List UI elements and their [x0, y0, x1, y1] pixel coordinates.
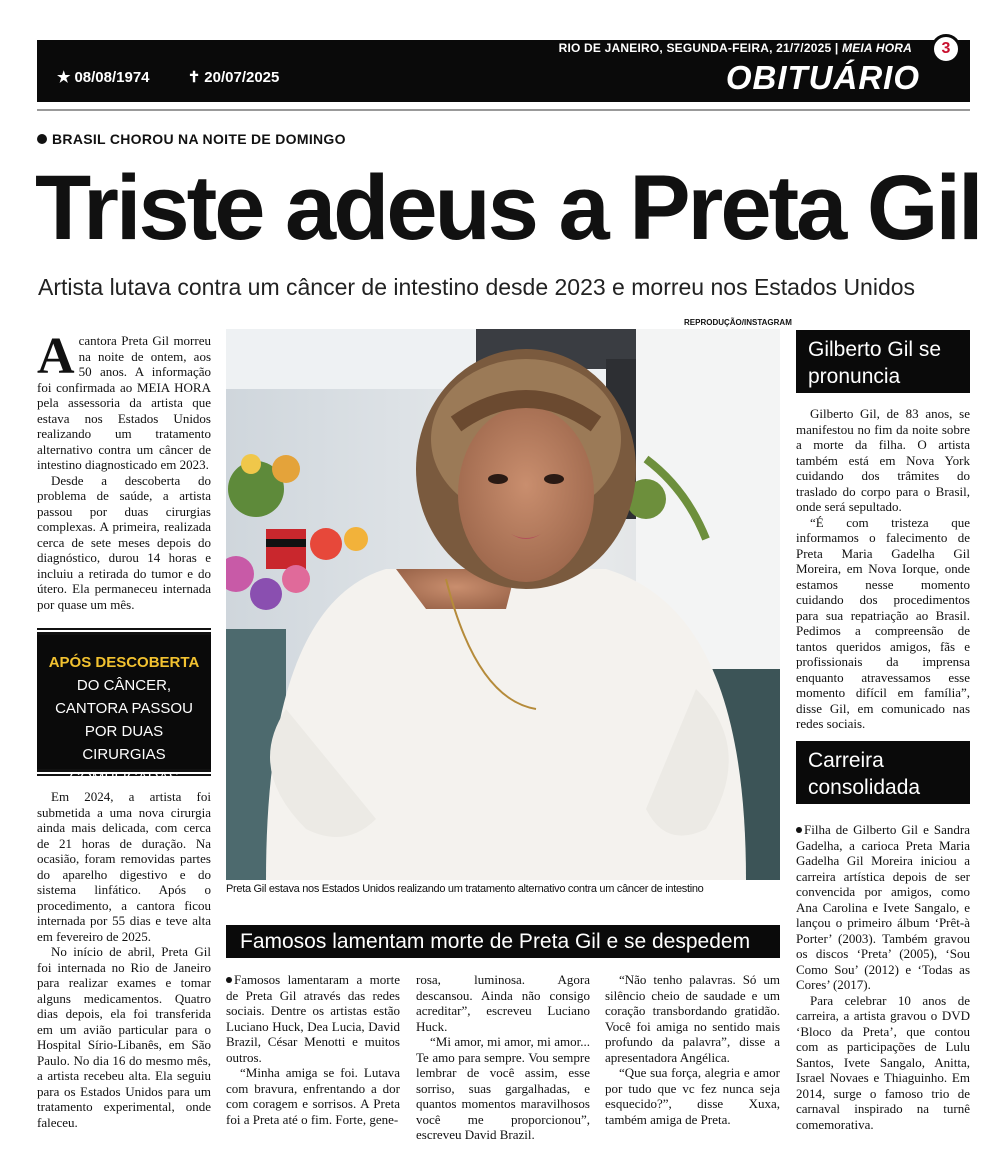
sidebar-title-carreira: Carreira consolidada: [796, 741, 970, 804]
cross-icon: ✝: [187, 69, 201, 86]
bullet-icon: [226, 977, 232, 983]
header-divider: [37, 109, 970, 111]
subheadline: Artista lutava contra um câncer de intestino desde 2023 e morreu nos Estados Unidos: [38, 274, 916, 300]
star-icon: ★: [57, 69, 71, 86]
tributes-column-3: [605, 972, 780, 1127]
header-bar: [37, 40, 970, 102]
paragraph: Desde a descoberta do problema de saúde, a artista passou por duas cirurgias complexas. A primeira, realizada cerca de sete meses depois do diagnóstico, durou 14 horas e incluiu a retirada do tumor e do útero. Ela permaneceu internada por quase um mês.: [37, 472, 211, 612]
edition-date: RIO DE JANEIRO, SEGUNDA-FEIRA, 21/7/2025: [558, 41, 832, 55]
pullquote-text: DO CÂNCER, CANTORA PASSOU POR DUAS CIRURGIAS COMPLICADAS: [55, 677, 193, 786]
paragraph: Famosos lamentaram a morte de Preta Gil através das redes sociais. Dentre os artistas estão Luciano Huck, Dea Lucia, David Brazil, César Menotti e muitos outros.: [226, 972, 400, 1065]
bullet-icon: [796, 827, 802, 833]
photo-credit: REPRODUÇÃO/INSTAGRAM: [684, 318, 792, 327]
kicker: BRASIL CHOROU NA NOITE DE DOMINGO: [37, 131, 346, 147]
sidebar-gilberto-text: [796, 406, 970, 732]
paragraph: “Mi amor, mi amor, mi amor... Te amo para sempre. Vou sempre lembrar de você assim, esse sorriso, suas gargalhadas, e quantos momentos maravilhosos você me proporcionou”, escreveu David Brazil.: [416, 1034, 590, 1142]
paragraph: Gilberto Gil, de 83 anos, se manifestou no fim da noite sobre a morte da filha. O artista também está em Nova York cuidando dos trâmites do traslado do corpo para o Brasil, onde será sepultado.: [796, 406, 970, 514]
brand-name: MEIA HORA: [841, 41, 912, 55]
article-column-1-continued: [37, 789, 211, 1130]
paragraph: “Não tenho palavras. Só um silêncio cheio de saudade e um coração transbordando gratidão. Você foi amiga no sentido mais profundo da palavra”, disse a apresentadora Angélica.: [605, 972, 780, 1065]
sidebar-carreira-text: [796, 822, 970, 1132]
paragraph: Em 2024, a artista foi submetida a uma nova cirurgia ainda mais delicada, com cerca de 21 horas de duração. Na ocasião, foram removidas partes do aparelho digestivo e do sistema linfático. Após o procedimento, a cantora ficou internada por 55 dias e teve alta em fevereiro de 2025.: [37, 789, 211, 944]
paragraph: “Minha amiga se foi. Lutava com bravura, enfrentando a dor com coragem e sorrisos. A Preta foi a Preta até o fim. Forte, gene-: [226, 1065, 400, 1127]
birth-date: ★ 08/08/1974: [57, 69, 150, 86]
paragraph: Para celebrar 10 anos de carreira, a artista gravou o DVD ‘Bloco da Preta’, que contou com as participações de Lulu Santos, Ivete Sangalo, Anitta, Israel Novaes e Thiaguinho. Em 2014, surge o famoso trio de carnaval inspirado na turnê comemorativa.: [796, 992, 970, 1132]
main-photo: [226, 329, 780, 880]
paragraph: “Que sua força, alegria e amor por tudo que vc fez nunca seja esquecido?”, disse Xuxa, também amiga de Preta.: [605, 1065, 780, 1127]
paragraph: cantora Preta Gil morreu na noite de ontem, aos 50 anos. A informação foi confirmada ao MEIA HORA pela assessoria da artista que estava nos Estados Unidos realizando um tratamento alternativo contra um câncer de intestino diagnosticado em 2023.: [37, 333, 211, 472]
life-dates: [57, 68, 313, 86]
sidebar-title-gilberto: Gilberto Gil se pronuncia: [796, 330, 970, 393]
headline: Triste adeus a Preta Gil: [35, 157, 981, 259]
pullquote: [37, 632, 211, 786]
tributes-banner: Famosos lamentam morte de Preta Gil e se despedem: [226, 925, 780, 958]
drop-cap: A: [37, 328, 75, 385]
section-title: OBITUÁRIO: [725, 59, 920, 96]
portrait-illustration: [226, 329, 780, 880]
page-number: 3: [931, 34, 961, 64]
paragraph: No início de abril, Preta Gil foi internada no Rio de Janeiro para realizar exames e tomar alguns medicamentos. Quatro dias depois, ela foi transferida em um avião particular para o Hospital Sírio-Libanês, em São Paulo. No dia 16 do mesmo mês, a artista recebeu alta. Ela seguiu para os Estados Unidos para um tratamento experimental, onde faleceu.: [37, 944, 211, 1130]
tributes-column-1: [226, 972, 400, 1127]
death-date: ✝ 20/07/2025: [187, 69, 280, 86]
paragraph: rosa, luminosa. Agora descansou. Ainda não consigo acreditar”, escreveu Luciano Huck.: [416, 972, 590, 1034]
article-column-1: [37, 328, 211, 612]
pullquote-highlight: APÓS DESCOBERTA: [48, 654, 200, 671]
tributes-column-2: [416, 972, 590, 1143]
edition-line: RIO DE JANEIRO, SEGUNDA-FEIRA, 21/7/2025 | MEIA HORA: [558, 41, 912, 55]
photo-caption: Preta Gil estava nos Estados Unidos realizando um tratamento alternativo contra um câncer de intestino: [226, 883, 704, 895]
paragraph: “É com tristeza que informamos o falecimento de Preta Maria Gadelha Gil Moreira, em Nova Iorque, onde estamos nesse momento cuidando dos procedimentos para sua repatriação ao Brasil. Pedimos a compreensão de tantos queridos amigos, fãs e profissionais da imprensa enquanto atravessamos esse momento difícil em família”, disse Gil, em comunicado nas redes sociais.: [796, 514, 970, 731]
paragraph: Filha de Gilberto Gil e Sandra Gadelha, a carioca Preta Maria Gadelha Gil Moreira iniciou a carreira artística depois de ser convencida por amigos, como Ana Carolina e Ivete Sangalo, e lançou o primeiro álbum ‘Prêt-à Porter’ (2003). Também gravou os discos ‘Preta’ (2005), ‘Sou Como Sou’ (2012) e ‘Todas as Cores’ (2017).: [796, 822, 970, 992]
